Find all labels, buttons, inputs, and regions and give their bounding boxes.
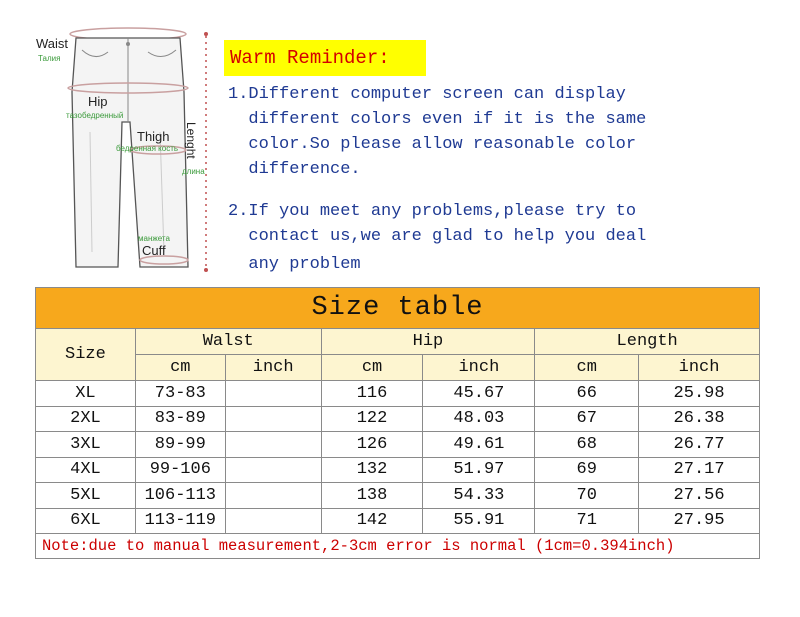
cuff-label-ru: манжета: [138, 234, 170, 243]
hip-cm-cell: 132: [321, 457, 423, 483]
length-column-header: Length: [535, 329, 760, 355]
waist-cm-header: cm: [135, 355, 225, 381]
hip-inch-cell: 48.03: [423, 406, 535, 432]
table-row: [36, 508, 760, 534]
length-cm-cell: 68: [535, 432, 639, 458]
length-cm-cell: 70: [535, 483, 639, 509]
size-cell: 3XL: [36, 432, 136, 458]
waist-inch-cell: [225, 457, 321, 483]
hip-label: Hip: [88, 94, 108, 109]
size-cell: 2XL: [36, 406, 136, 432]
size-column-header: Size: [36, 329, 136, 381]
table-row: [36, 432, 760, 458]
length-inch-cell: 27.17: [639, 457, 760, 483]
hip-inch-cell: 55.91: [423, 508, 535, 534]
waist-label-ru: Талия: [38, 54, 61, 63]
hip-cm-cell: 122: [321, 406, 423, 432]
length-inch-cell: 27.56: [639, 483, 760, 509]
length-inch-cell: 26.77: [639, 432, 760, 458]
waist-cm-cell: 89-99: [135, 432, 225, 458]
hip-cm-cell: 138: [321, 483, 423, 509]
length-inch-cell: 26.38: [639, 406, 760, 432]
cuff-label: Cuff: [142, 243, 166, 258]
size-table: [35, 287, 760, 559]
length-inch-cell: 27.95: [639, 508, 760, 534]
length-cm-cell: 67: [535, 406, 639, 432]
table-row: [36, 457, 760, 483]
waist-label: Waist: [36, 36, 69, 51]
hip-inch-cell: 49.61: [423, 432, 535, 458]
reminder-line-1: 1.Different computer screen can display: [228, 85, 626, 104]
measurement-note: Note:due to manual measurement,2-3cm error is normal (1cm=0.394inch): [36, 534, 760, 559]
reminder-line-6: contact us,we are glad to help you deal: [228, 227, 647, 246]
hip-inch-cell: 51.97: [423, 457, 535, 483]
table-row: [36, 483, 760, 509]
length-cm-cell: 66: [535, 381, 639, 407]
table-row: [36, 406, 760, 432]
length-inch-cell: 25.98: [639, 381, 760, 407]
waist-inch-cell: [225, 508, 321, 534]
waist-cm-cell: 99-106: [135, 457, 225, 483]
length-label: Lenght: [184, 122, 198, 159]
thigh-label-ru: бедренная кость: [116, 144, 179, 153]
table-row: [36, 381, 760, 407]
hip-cm-cell: 142: [321, 508, 423, 534]
reminder-line-2: different colors even if it is the same: [228, 110, 647, 129]
size-cell: 4XL: [36, 457, 136, 483]
hip-inch-header: inch: [423, 355, 535, 381]
length-inch-header: inch: [639, 355, 760, 381]
warm-reminder-title: Warm Reminder:: [224, 40, 426, 76]
waist-inch-cell: [225, 483, 321, 509]
length-label-ru: длина: [182, 167, 205, 176]
size-cell: XL: [36, 381, 136, 407]
hip-inch-cell: 54.33: [423, 483, 535, 509]
size-cell: 6XL: [36, 508, 136, 534]
waist-inch-cell: [225, 406, 321, 432]
reminder-line-7: any problem: [228, 255, 361, 274]
hip-column-header: Hip: [321, 329, 535, 355]
waist-inch-cell: [225, 381, 321, 407]
waist-cm-cell: 73-83: [135, 381, 225, 407]
waist-inch-cell: [225, 432, 321, 458]
hip-cm-header: cm: [321, 355, 423, 381]
hip-cm-cell: 116: [321, 381, 423, 407]
thigh-label: Thigh: [137, 129, 170, 144]
waist-inch-header: inch: [225, 355, 321, 381]
pants-measurement-diagram: [30, 22, 220, 277]
hip-inch-cell: 45.67: [423, 381, 535, 407]
length-cm-cell: 71: [535, 508, 639, 534]
hip-label-ru: тазобедренный: [66, 111, 124, 120]
waist-column-header: Walst: [135, 329, 321, 355]
reminder-line-4: difference.: [228, 160, 361, 179]
hip-cm-cell: 126: [321, 432, 423, 458]
length-cm-cell: 69: [535, 457, 639, 483]
reminder-line-3: color.So please allow reasonable color: [228, 135, 637, 154]
size-table-title: Size table: [36, 288, 760, 329]
waist-cm-cell: 113-119: [135, 508, 225, 534]
reminder-line-5: 2.If you meet any problems,please try to: [228, 202, 637, 221]
waist-cm-cell: 83-89: [135, 406, 225, 432]
size-cell: 5XL: [36, 483, 136, 509]
length-cm-header: cm: [535, 355, 639, 381]
waist-cm-cell: 106-113: [135, 483, 225, 509]
